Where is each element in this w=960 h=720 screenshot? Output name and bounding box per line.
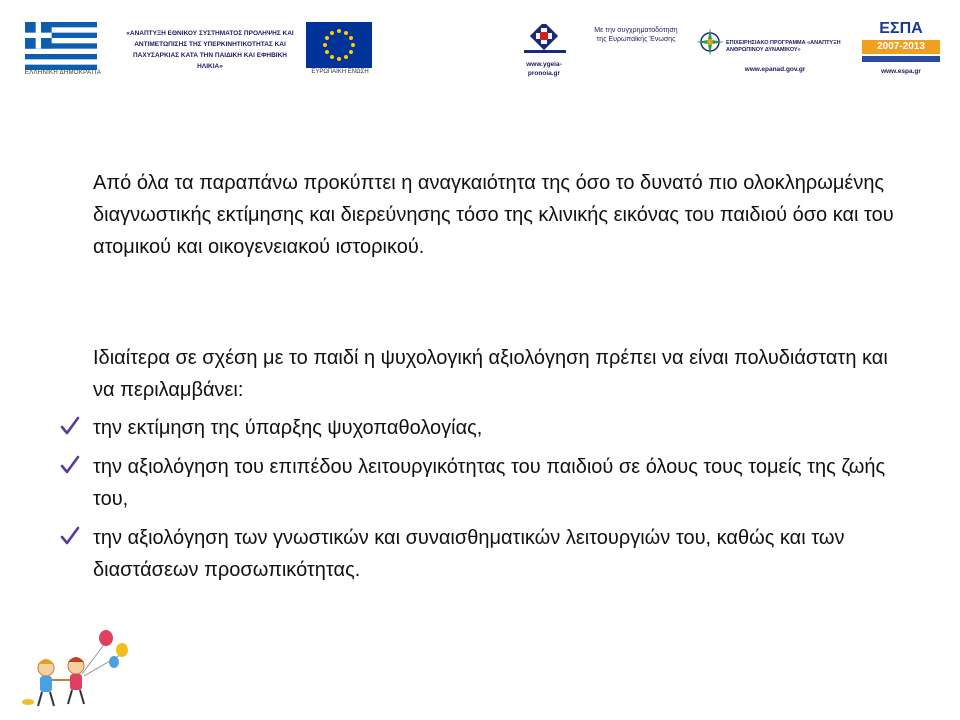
espa-title: ΕΣΠΑ: [879, 20, 923, 37]
cofund-text: Με την συγχρηματοδότηση της Ευρωπαϊκής Ένωσης: [594, 27, 678, 43]
flag-caption: ΕΛΛΗΝΙΚΗ ΔΗΜΟΚΡΑΤΙΑ: [24, 70, 102, 76]
eu-caption: ΕΥΡΩΠΑΪΚΗ ΕΝΩΣΗ: [311, 69, 369, 75]
assessment-list: [60, 412, 920, 593]
checkmark-icon: [60, 525, 80, 547]
list-item-text: την εκτίμηση της ύπαρξης ψυχοπαθολογίας,: [93, 417, 483, 439]
program-title: «ΑΝΑΠΤΥΞΗ ΕΘΝΙΚΟΥ ΣΥΣΤΗΜΑΤΟΣ ΠΡΟΛΗΨΗΣ ΚΑΙ ΑΝΤΙΜΕΤΩΠΙΣΗΣ ΤΗΣ ΥΠΕΡΚΙΝΗΤΙΚΟΤΗΤΑΣ ΚΑΙ ΠΑΧΥΣΑΡΚΙΑΣ ΚΑΤΑ ΤΗΝ ΠΑΙΔΙΚΗ ΚΑΙ ΕΦΗΒΙΚΗ ΗΛΙΚΙΑ»: [126, 30, 294, 70]
intro-paragraph: Από όλα τα παραπάνω προκύπτει η αναγκαιότητα της όσο το δυνατό πιο ολοκληρωμένης διαγνωστικής εκτίμησης και διερεύνησης τόσο της κλινικής εικόνας του παιδιού όσο και του ατομικού και οικογενειακού ιστορικού.: [93, 172, 894, 258]
list-item-text: την αξιολόγηση του επιπέδου λειτουργικότητας του παιδιού σε όλους τους τομείς της ζωής του,: [93, 456, 886, 510]
list-item: [60, 451, 920, 515]
ministry-url: www.ygeia-pronoia.gr: [526, 61, 562, 77]
espa-years: 2007-2013: [862, 40, 940, 54]
checkmark-icon: [60, 415, 80, 437]
list-item-text: την αξιολόγηση των γνωστικών και συναισθηματικών λειτουργιών του, καθώς και των διαστάσεων προσωπικότητας.: [93, 527, 845, 581]
list-item: [60, 412, 920, 444]
assessment-paragraph: Ιδιαίτερα σε σχέση με το παιδί η ψυχολογική αξιολόγηση πρέπει να είναι πολυδιάστατη και να περιλαμβάνει:: [93, 347, 888, 401]
checkmark-icon: [60, 454, 80, 476]
children-balloons-illustration: [18, 628, 130, 712]
epanad-url: www.epanad.gov.gr: [744, 66, 806, 73]
espa-url: www.espa.gr: [881, 68, 921, 75]
list-item: [60, 522, 920, 586]
epanad-title: ΕΠΙΧΕΙΡΗΣΙΑΚΟ ΠΡΟΓΡΑΜΜΑ «ΑΝΑΠΤΥΞΗ ΑΝΘΡΩΠΙΝΟΥ ΔΥΝΑΜΙΚΟΥ»: [726, 40, 841, 53]
